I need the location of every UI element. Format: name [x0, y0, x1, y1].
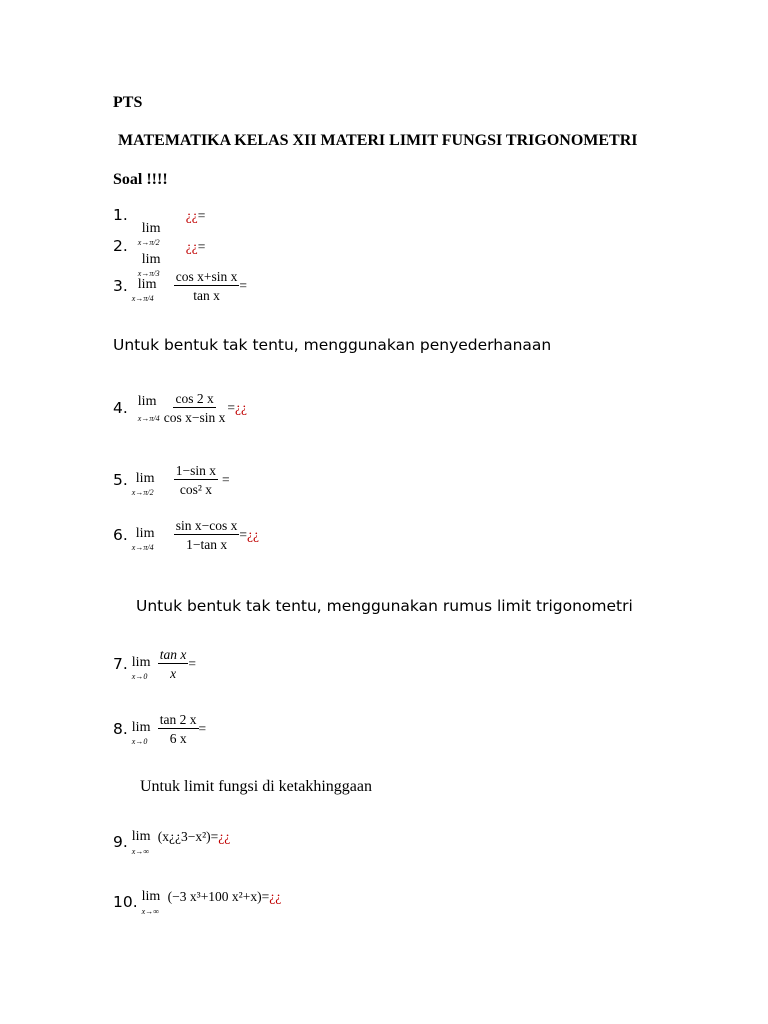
denominator: x — [170, 666, 177, 681]
problem-8 — [113, 709, 206, 749]
numerator: 1−sin x — [175, 463, 217, 478]
problem-number: 3. — [113, 277, 128, 295]
problem-1 — [113, 206, 206, 247]
lim-subscript: x→0 — [131, 672, 148, 681]
limit-operator — [142, 885, 168, 919]
denominator: 1−tan x — [186, 537, 228, 552]
problem-5 — [113, 460, 230, 500]
lim-subscript: x→∞ — [131, 847, 150, 856]
limit-operator — [131, 460, 168, 500]
problem-number: 5. — [113, 471, 128, 489]
fraction — [158, 647, 189, 681]
lim-subscript: x→∞ — [141, 907, 159, 916]
numerator: tan x — [159, 647, 187, 662]
equals-sign: = — [188, 656, 197, 671]
lim-subscript: x→0 — [131, 737, 148, 746]
problem-3 — [113, 268, 247, 304]
lim-subscript: x→π/4 — [131, 543, 154, 552]
problem-number: 8. — [113, 720, 128, 738]
problem-9 — [113, 825, 230, 859]
equals-sign: = — [239, 527, 248, 542]
problem-10 — [113, 885, 281, 919]
numerator: cos 2 x — [175, 391, 214, 406]
denominator: cos² x — [179, 482, 212, 497]
fraction — [158, 712, 199, 746]
problem-number: 7. — [113, 655, 128, 673]
result-placeholder: ¿¿ — [269, 889, 282, 904]
lim-subscript: x→π/2 — [137, 238, 160, 247]
equals-sign: = — [222, 472, 230, 487]
result-placeholder: ¿¿ — [247, 527, 260, 542]
problem-number: 6. — [113, 526, 128, 544]
lim-subscript: x→π/3 — [137, 269, 160, 278]
equals-sign: = — [198, 721, 207, 736]
fraction — [174, 269, 240, 303]
problem-number: 10. — [113, 893, 138, 911]
problem-2 — [113, 237, 206, 278]
equals-sign: = — [197, 208, 206, 223]
equals-sign: = — [239, 278, 248, 293]
lim-label: lim — [141, 252, 161, 267]
equals-sign: = — [227, 400, 236, 415]
lim-label: lim — [137, 277, 157, 292]
denominator: cos x−sin x — [163, 410, 226, 425]
lim-label: lim — [141, 889, 161, 904]
lim-label: lim — [141, 221, 161, 236]
fraction — [174, 463, 218, 497]
lim-label: lim — [131, 655, 151, 670]
lim-label: lim — [131, 720, 151, 735]
limit-operator — [130, 825, 156, 859]
problem-number: 4. — [113, 399, 128, 417]
problem-6 — [113, 515, 259, 555]
section-heading-infinity: Untuk limit fungsi di ketakhinggaan — [140, 778, 372, 795]
fraction — [162, 391, 228, 425]
numerator: tan 2 x — [159, 712, 197, 727]
soal-heading: Soal !!!! — [113, 171, 168, 188]
problem-4 — [113, 384, 247, 432]
problem-number: 9. — [113, 833, 128, 851]
denominator: 6 x — [169, 731, 187, 746]
limit-operator — [130, 709, 156, 749]
result-placeholder: ¿¿ — [218, 829, 231, 844]
limit-operator — [130, 644, 156, 684]
numerator: sin x−cos x — [175, 518, 238, 533]
limit-operator — [131, 268, 168, 304]
expression-placeholder: ¿¿ — [185, 208, 198, 223]
expression: (x¿¿3−x²)= — [157, 829, 219, 844]
problem-7 — [113, 644, 196, 684]
section-heading-simplification: Untuk bentuk tak tentu, menggunakan penyederhanaan — [113, 336, 552, 354]
limit-operator — [131, 515, 168, 555]
problem-number: 1. — [113, 206, 128, 224]
result-placeholder: ¿¿ — [235, 400, 248, 415]
lim-label: lim — [131, 829, 151, 844]
lim-subscript: x→π/4 — [131, 294, 154, 303]
section-heading-trig-formula: Untuk bentuk tak tentu, menggunakan rumus limit trigonometri — [136, 597, 633, 615]
lim-label: lim — [137, 394, 157, 409]
expression-placeholder: ¿¿ — [185, 239, 198, 254]
fraction — [174, 518, 240, 552]
lim-label: lim — [135, 526, 155, 541]
document-title: MATEMATIKA KELAS XII MATERI LIMIT FUNGSI TRIGONOMETRI — [118, 132, 638, 149]
problem-number: 2. — [113, 237, 128, 255]
lim-subscript: x→π/4 — [137, 414, 160, 423]
expression: (−3 x³+100 x²+x)= — [167, 889, 270, 904]
denominator: tan x — [193, 288, 220, 303]
pts-heading: PTS — [113, 94, 143, 111]
limit-operator — [136, 384, 162, 432]
lim-label: lim — [135, 471, 155, 486]
numerator: cos x+sin x — [175, 269, 238, 284]
equals-sign: = — [197, 239, 206, 254]
lim-subscript: x→π/2 — [131, 488, 154, 497]
